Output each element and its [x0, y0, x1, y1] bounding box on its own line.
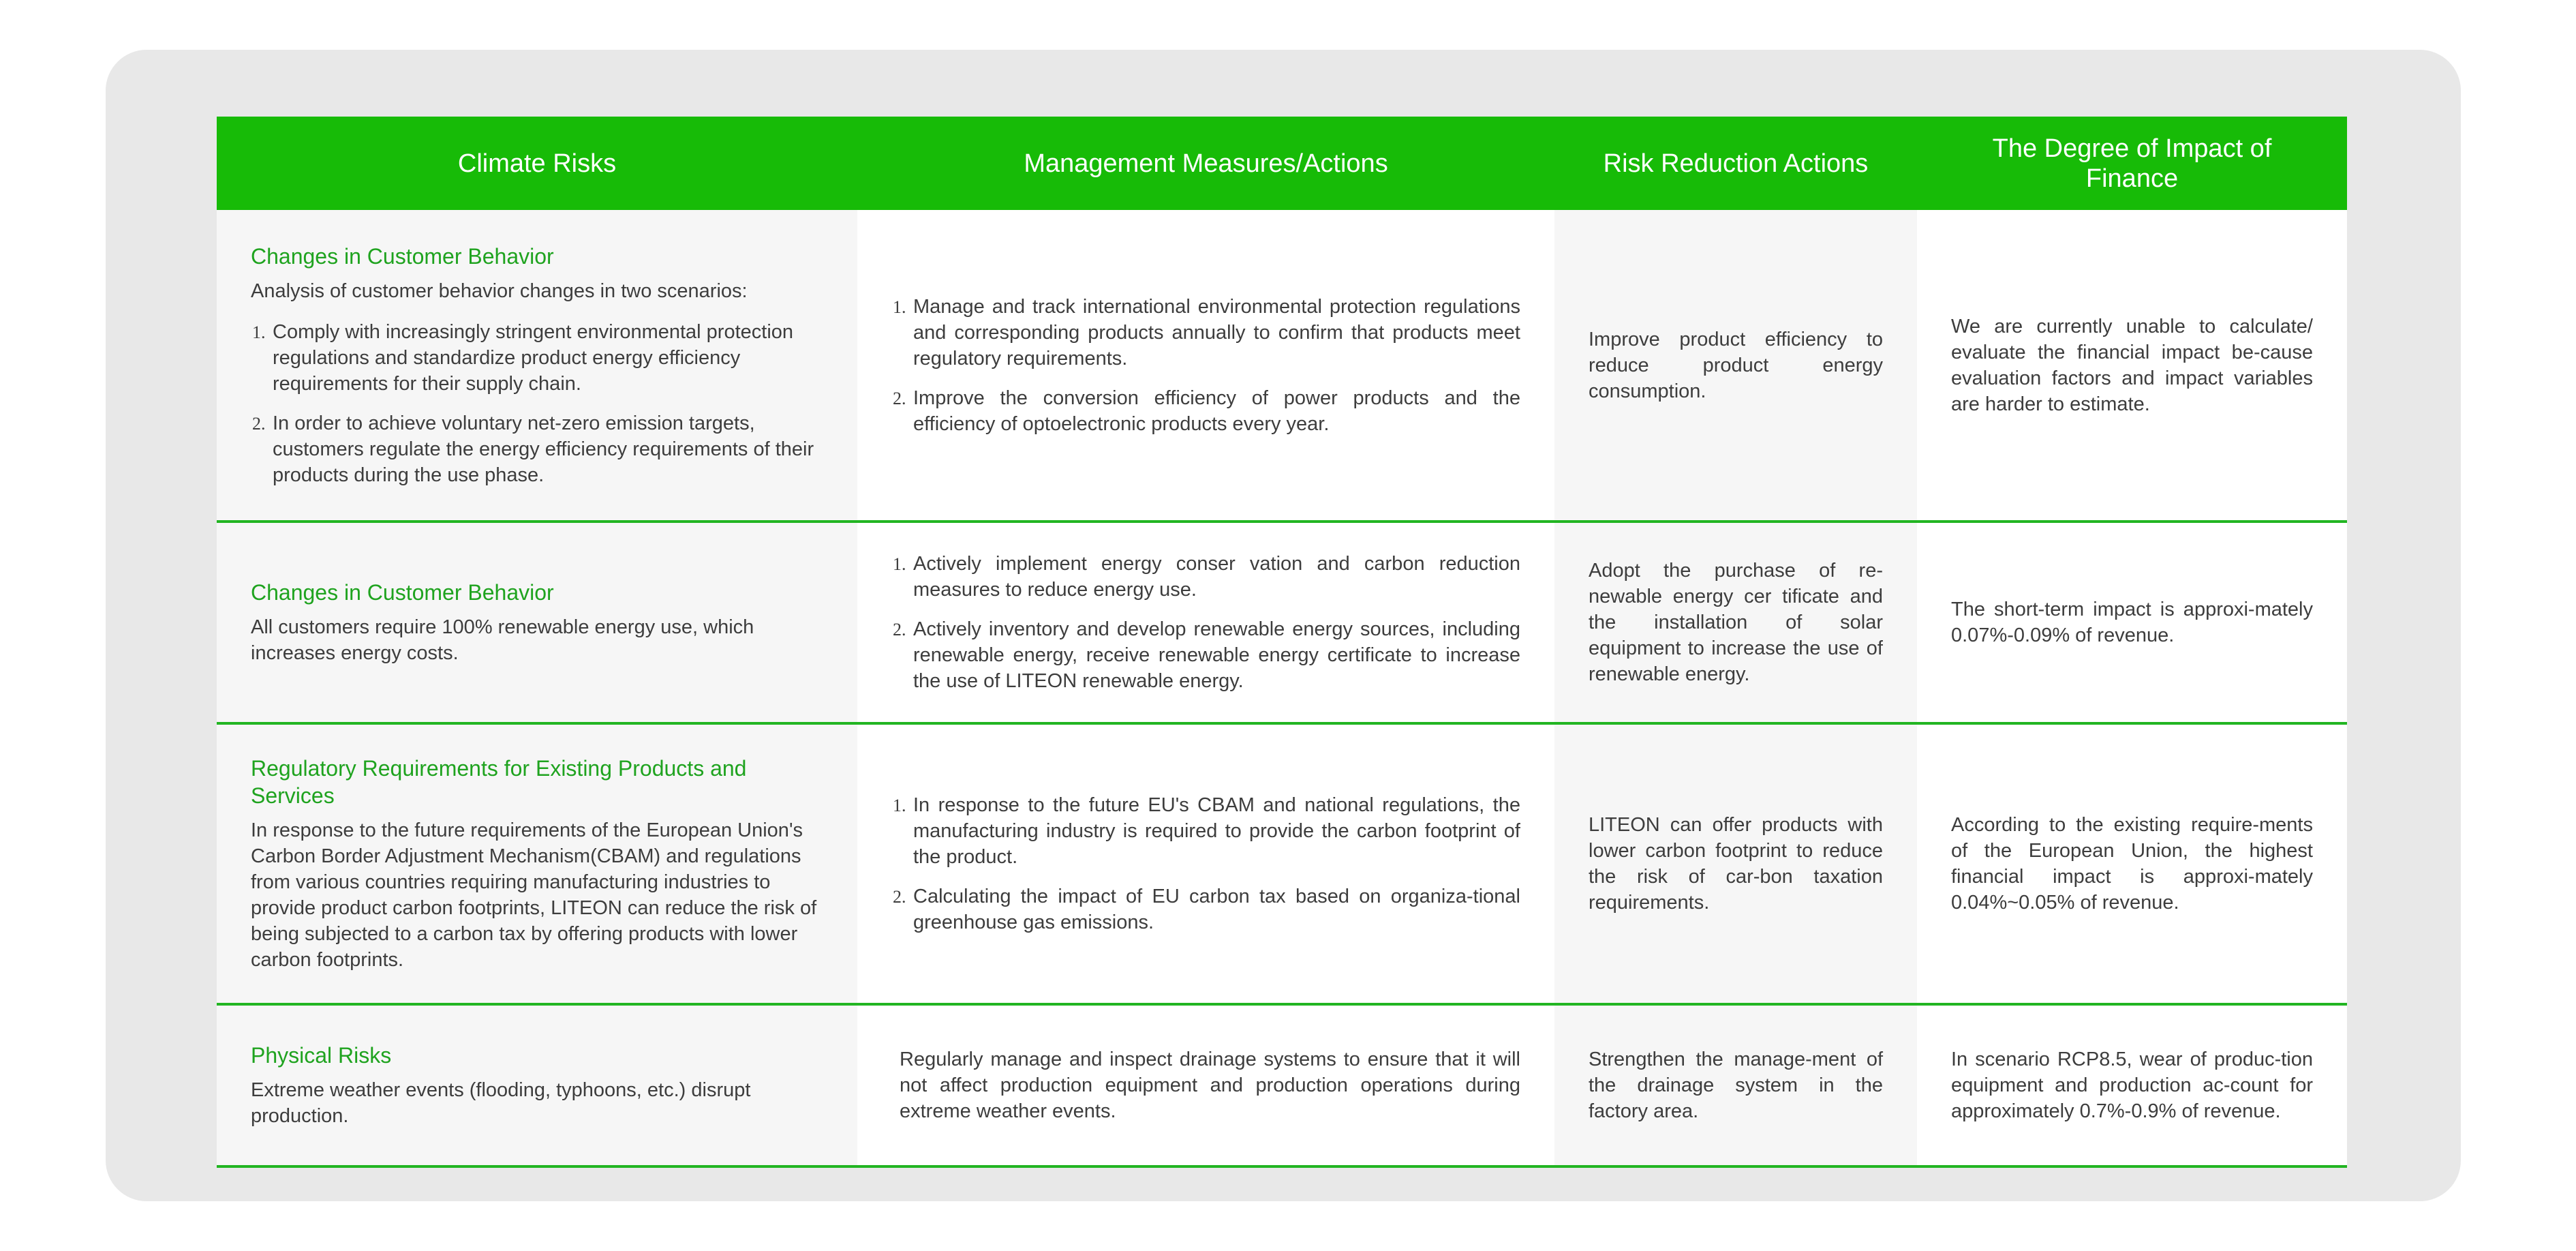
risk-description: In response to the future requirements of the European Union's Carbon Border Adjustment Mechanism(CBAM) and regulations from various countries requiring manufacturing industries to provide product carbon footprints, LITEON can reduce the risk of being subjected to a carbon tax by offering products with lower carbon footprints. — [251, 819, 817, 971]
list-item: 2. Actively inventory and develop renewable energy sources, including renewable energy, receive renewable energy certificate to increase the use of LITEON renewable energy. — [910, 616, 1520, 694]
risk-reduction-cell: LITEON can offer products with lower carbon footprint to reduce the risk of car-bon taxation requirements. — [1554, 725, 1917, 1003]
climate-risk-cell — [217, 210, 857, 520]
risk-reduction-cell: Strengthen the manage-ment of the drainage system in the factory area. — [1554, 1006, 1917, 1165]
table-row — [217, 523, 2347, 725]
risk-description: All customers require 100% renewable energy use, which increases energy costs. — [251, 616, 754, 664]
list-item: 2. Calculating the impact of EU carbon tax based on organiza-tional greenhouse gas emissions. — [910, 884, 1520, 935]
risk-reduction-cell: Improve product efficiency to reduce product energy consumption. — [1554, 210, 1917, 520]
climate-risk-cell — [217, 523, 857, 722]
management-list — [891, 792, 1520, 935]
finance-impact-cell: The short-term impact is approxi-mately 0.07%-0.09% of revenue. — [1917, 523, 2347, 722]
risk-description: Extreme weather events (flooding, typhoons, etc.) disrupt production. — [251, 1079, 751, 1127]
climate-risk-table — [217, 117, 2347, 1168]
table-row — [217, 210, 2347, 523]
management-text: Regularly manage and inspect drainage systems to ensure that it will not affect production equipment and production operations during extreme weather events. — [900, 1049, 1520, 1122]
management-cell — [857, 725, 1554, 1003]
risk-description: Analysis of customer behavior changes in two scenarios: — [251, 280, 748, 302]
table-header — [217, 117, 2347, 210]
risk-title: Changes in Customer Behavior — [251, 243, 554, 269]
table-row — [217, 1006, 2347, 1168]
finance-impact-cell: In scenario RCP8.5, wear of produc-tion equipment and production ac-count for approximately 0.7%-0.9% of revenue. — [1917, 1006, 2347, 1165]
risk-title: Changes in Customer Behavior — [251, 580, 554, 605]
list-item: 1. In response to the future EU's CBAM and national regulations, the manufacturing industry is required to provide the carbon footprint of the product. — [910, 792, 1520, 870]
list-item: 1. Comply with increasingly stringent environmental protection regulations and standardize product energy efficiency requirements for their supply chain. — [270, 319, 823, 397]
risk-reduction-cell: Adopt the purchase of re-newable energy cer tificate and the installation of solar equipment to increase the use of renewable energy. — [1554, 523, 1917, 722]
table-row — [217, 725, 2347, 1006]
list-item: 1. Actively implement energy conser vation and carbon reduction measures to reduce energy use. — [910, 551, 1520, 603]
climate-risk-cell — [217, 1006, 857, 1165]
list-item: 2. In order to achieve voluntary net-zero emission targets, customers regulate the energy efficiency requirements of their products during the use phase. — [270, 410, 823, 488]
risk-title: Regulatory Requirements for Existing Products and Services — [251, 756, 747, 808]
risk-scenario-list — [251, 319, 823, 488]
list-item: 2. Improve the conversion efficiency of power products and the efficiency of optoelectronic products every year. — [910, 385, 1520, 437]
header-finance-impact: The Degree of Impact of Finance — [1992, 134, 2272, 193]
risk-title: Physical Risks — [251, 1043, 392, 1068]
climate-risk-cell — [217, 725, 857, 1003]
management-list — [891, 294, 1520, 437]
management-cell — [857, 523, 1554, 722]
header-risk-reduction: Risk Reduction Actions — [1603, 149, 1869, 178]
management-list — [891, 551, 1520, 694]
management-cell — [857, 210, 1554, 520]
list-item: 1. Manage and track international environmental protection regulations and corresponding products annually to confirm that products meet regulatory requirements. — [910, 294, 1520, 372]
finance-impact-cell: We are currently unable to calculate/ evaluate the financial impact be-cause evaluation factors and impact variables are harder to estimate. — [1917, 210, 2347, 520]
management-cell — [857, 1006, 1554, 1165]
header-climate-risks: Climate Risks — [457, 149, 617, 178]
finance-impact-cell: According to the existing require-ments of the European Union, the highest financial impact is approxi-mately 0.04%~0.05% of revenue. — [1917, 725, 2347, 1003]
header-management-measures: Management Measures/Actions — [1024, 149, 1388, 178]
